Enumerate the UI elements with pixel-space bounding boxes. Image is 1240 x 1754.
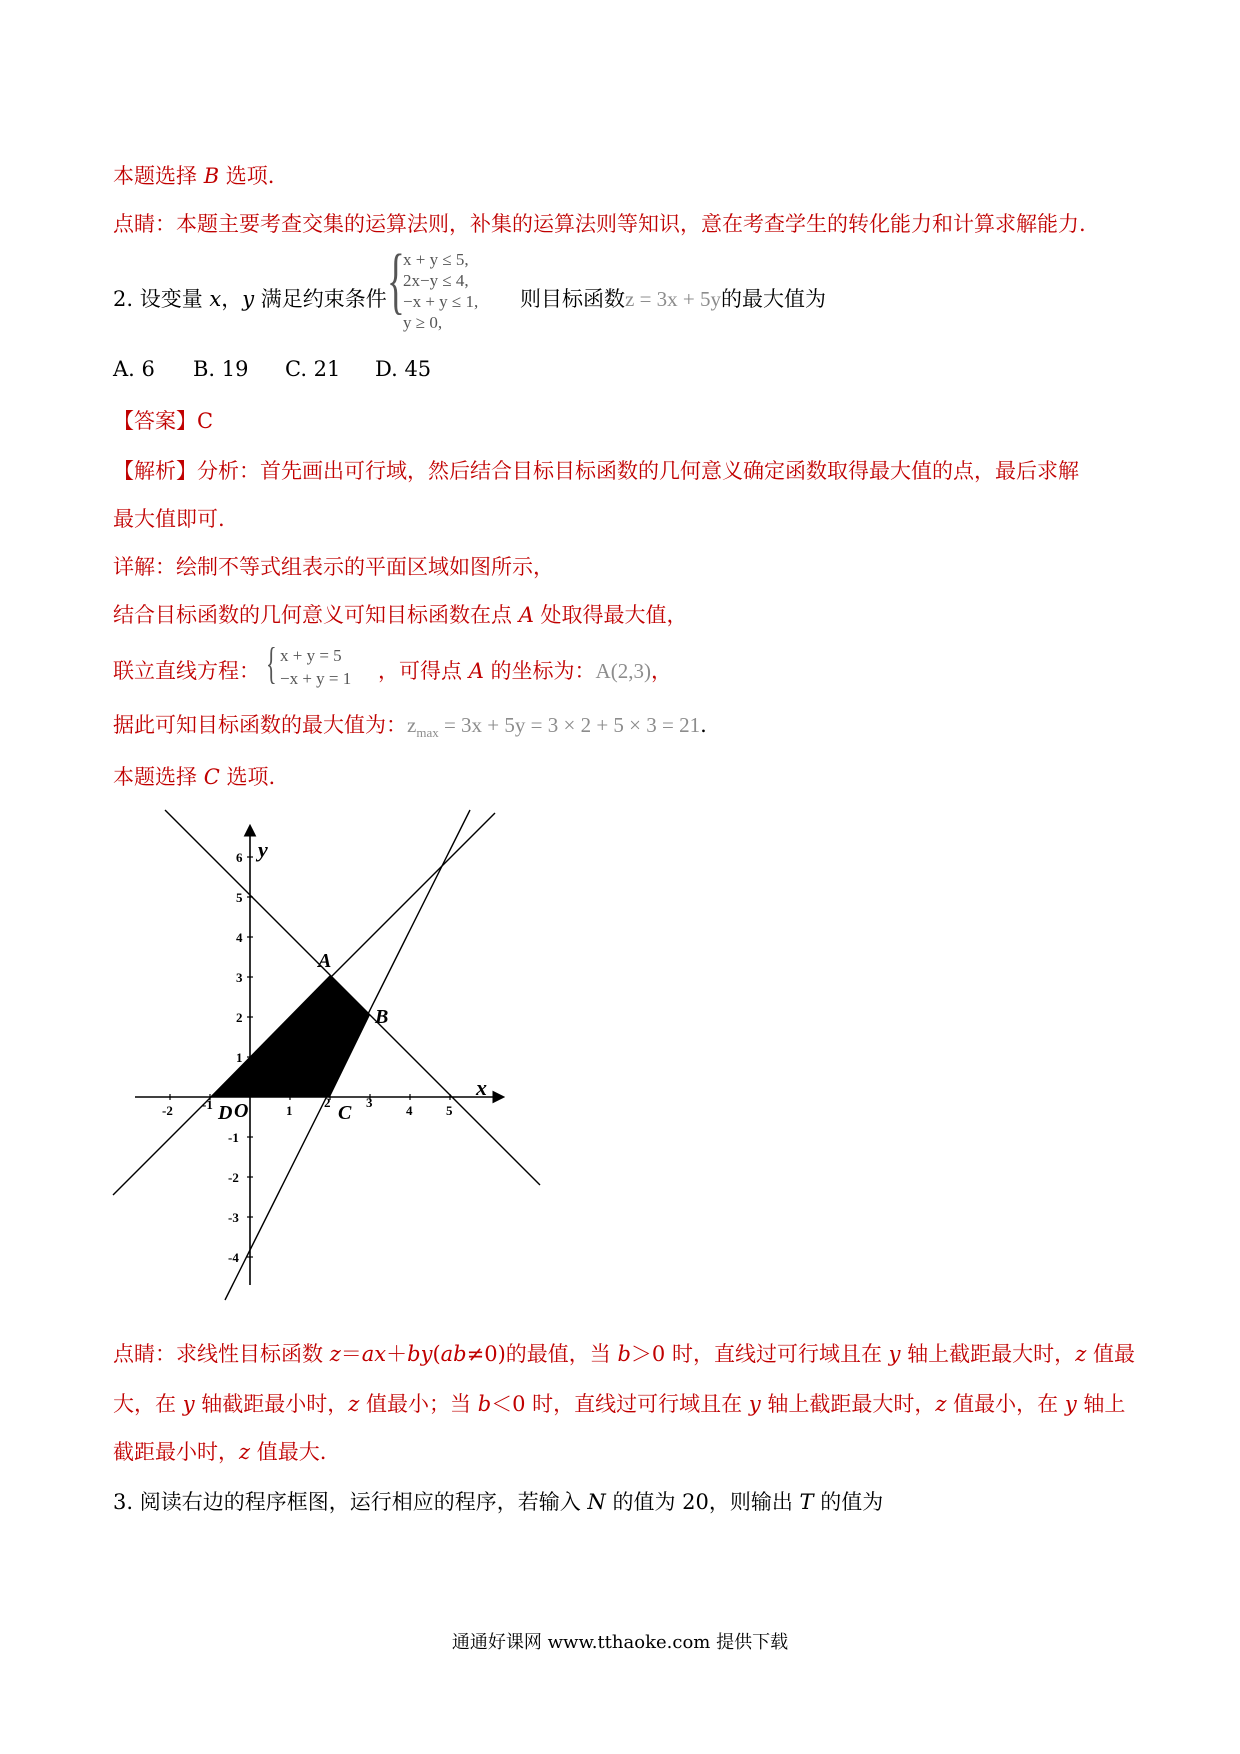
zmax-formula: $z_{max} = 3x + 5y = 3 \times 2 + 5 \times 3 = 21$ <box>407 713 701 741</box>
tip-line-1: 点睛：求线性目标函数 z＝ax＋by(ab≠0)的最值，当 b＞0 时，直线过可行域且在 y 轴上截距最大时，z 值最 <box>113 1342 1135 1366</box>
x-tick-neg1: -1 <box>202 1097 213 1112</box>
y-tick-neg1: -1 <box>228 1130 239 1145</box>
y-tick-3: 3 <box>236 970 243 985</box>
x-tick-1: 1 <box>286 1103 293 1118</box>
y-tick-neg4: -4 <box>228 1250 239 1265</box>
q2-stem-right: 则目标函数z = 3x + 5y的最大值为 <box>520 287 827 311</box>
detail-line-2: 结合目标函数的几何意义可知目标函数在点 A 处取得最大值， <box>113 603 688 627</box>
detail-line-3-right: ，可得点 A 的坐标为：A(2,3)， <box>378 659 672 683</box>
question-3-stem: 3. 阅读右边的程序框图，运行相应的程序，若输入 N 的值为 20，则输出 T 的值为 <box>113 1490 884 1514</box>
constraint-3: −x + y ≤ 1, <box>403 292 479 311</box>
feasible-region <box>210 975 370 1097</box>
tip-line-3: 截距最小时，z 值最大. <box>113 1440 327 1464</box>
point-label-a: A <box>318 950 332 972</box>
page-footer: 通通好课网 www.tthaoke.com 提供下载 <box>451 1632 789 1653</box>
y-axis-label: y <box>258 837 268 862</box>
y-tick-2: 2 <box>236 1010 243 1025</box>
prev-point: 点睛：本题主要考查交集的运算法则，补集的运算法则等知识，意在考查学生的转化能力和计算求解能力. <box>113 212 1086 236</box>
y-tick-1: 1 <box>236 1050 243 1065</box>
y-tick-neg3: -3 <box>228 1210 239 1225</box>
option-b: B. 19 <box>193 357 249 381</box>
point-label-d: D <box>218 1102 233 1124</box>
point-label-o: O <box>234 1100 249 1122</box>
system-eq-2: −x + y = 1 <box>280 669 352 688</box>
x-tick-4: 4 <box>406 1103 413 1118</box>
line-x-plus-y-eq-5 <box>165 810 540 1185</box>
constraint-brace: { <box>387 240 405 322</box>
y-tick-6: 6 <box>236 850 243 865</box>
system-brace: { <box>266 639 277 688</box>
y-tick-5: 5 <box>236 890 243 905</box>
prev-choice: 本题选择 B 选项. <box>113 164 275 188</box>
x-tick-neg2: -2 <box>162 1103 173 1118</box>
point-label-b: B <box>375 1006 389 1028</box>
y-tick-4: 4 <box>236 930 243 945</box>
x-axis-label: x <box>476 1075 487 1100</box>
answer: 【答案】C <box>113 409 214 433</box>
constraint-4: y ≥ 0, <box>403 313 443 332</box>
x-tick-5: 5 <box>446 1103 453 1118</box>
q2-stem-left: 2. 设变量 x，y 满足约束条件 <box>113 287 387 311</box>
tip-line-2: 大，在 y 轴截距最小时，z 值最小；当 b＜0 时，直线过可行域且在 y 轴上截距最大时，z 值最小，在 y 轴上 <box>113 1392 1126 1416</box>
x-tick-2: 2 <box>324 1095 331 1110</box>
analysis-line-1: 【解析】分析：首先画出可行域，然后结合目标目标函数的几何意义确定函数取得最大值的点，最后求解 <box>113 459 1079 483</box>
feasible-region-graph <box>110 805 560 1305</box>
option-a: A. 6 <box>113 357 155 381</box>
detail-line-3-left: 联立直线方程： <box>113 659 260 683</box>
system-eq-1: x + y = 5 <box>280 646 342 665</box>
detail-line-1: 详解：绘制不等式组表示的平面区域如图所示， <box>113 555 554 579</box>
point-label-c: C <box>338 1102 352 1124</box>
option-d: D. 45 <box>375 357 432 381</box>
detail-line-4: 据此可知目标函数的最大值为：$z_{max} = 3x + 5y = 3 \times 2 + 5 \times 3 = 21$. <box>113 713 707 741</box>
q2-choice: 本题选择 C 选项. <box>113 765 276 789</box>
analysis-line-2: 最大值即可. <box>113 507 225 531</box>
x-tick-3: 3 <box>366 1095 373 1110</box>
constraint-2: 2x−y ≤ 4, <box>403 271 469 290</box>
option-c: C. 21 <box>285 357 341 381</box>
line-neg-x-plus-y-eq-1 <box>113 813 495 1195</box>
y-tick-neg2: -2 <box>228 1170 239 1185</box>
constraint-1: x + y ≤ 5, <box>403 250 469 269</box>
